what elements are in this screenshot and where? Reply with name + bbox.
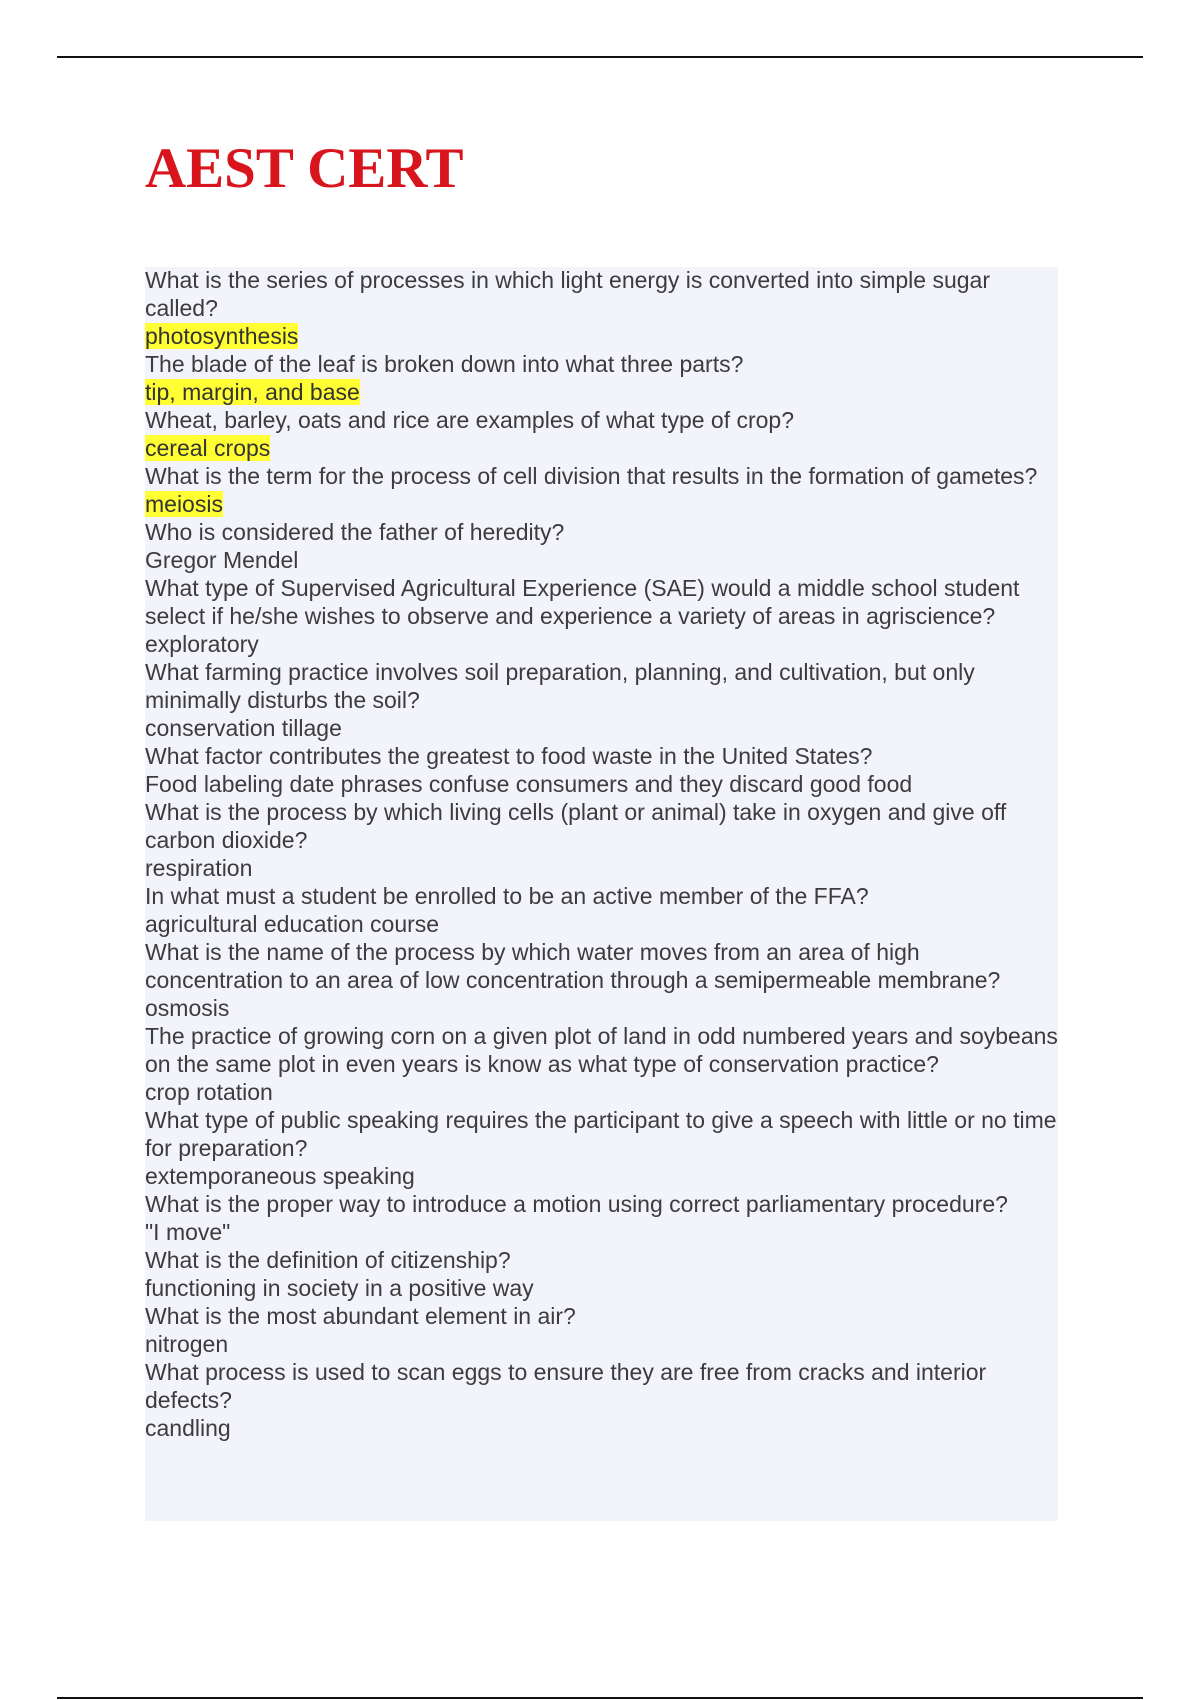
highlighted-answer-text: meiosis [145, 491, 223, 517]
answer-line [145, 1274, 1058, 1302]
answer-text: exploratory [145, 631, 259, 657]
qa-item [145, 658, 1058, 742]
answer-text: crop rotation [145, 1079, 273, 1105]
qa-item [145, 938, 1058, 1022]
qa-item [145, 1190, 1058, 1246]
answer-text: Food labeling date phrases confuse consumers and they discard good food [145, 771, 913, 797]
highlighted-answer-text: photosynthesis [145, 323, 299, 349]
qa-item [145, 1246, 1058, 1302]
answer-line [145, 434, 1058, 462]
answer-line [145, 1414, 1058, 1442]
answer-text: nitrogen [145, 1331, 229, 1357]
top-rule [57, 56, 1143, 58]
answer-line [145, 714, 1058, 742]
qa-item [145, 462, 1058, 518]
answer-line [145, 322, 1058, 350]
qa-item [145, 1106, 1058, 1190]
question-text: What is the term for the process of cell division that results in the formation of gametes? [145, 463, 1038, 489]
answer-line [145, 994, 1058, 1022]
answer-line [145, 1162, 1058, 1190]
answer-text: osmosis [145, 995, 230, 1021]
question-text: What is the most abundant element in air? [145, 1303, 576, 1329]
answer-text: Gregor Mendel [145, 547, 299, 573]
qa-item [145, 1358, 1058, 1442]
question-text: The blade of the leaf is broken down into what three parts? [145, 351, 744, 377]
qa-item [145, 350, 1058, 406]
question-text: What is the series of processes in which light energy is converted into simple sugar called? [145, 267, 991, 321]
answer-text: functioning in society in a positive way [145, 1275, 534, 1301]
question-text: What is the definition of citizenship? [145, 1247, 511, 1273]
question-text: What type of public speaking requires the participant to give a speech with little or no time for preparation? [145, 1107, 1057, 1161]
qa-item [145, 406, 1058, 462]
bottom-rule [57, 1697, 1143, 1699]
answer-text: respiration [145, 855, 253, 881]
document-title: AEST CERT [145, 137, 464, 200]
question-text: What is the proper way to introduce a motion using correct parliamentary procedure? [145, 1191, 1008, 1217]
qa-item [145, 882, 1058, 938]
question-text: What is the process by which living cells (plant or animal) take in oxygen and give off carbon dioxide? [145, 799, 1007, 853]
qa-item [145, 518, 1058, 574]
question-text: Who is considered the father of heredity? [145, 519, 565, 545]
question-text: Wheat, barley, oats and rice are examples of what type of crop? [145, 407, 795, 433]
answer-line [145, 630, 1058, 658]
qa-list [145, 266, 1058, 1442]
answer-text: conservation tillage [145, 715, 342, 741]
qa-item [145, 266, 1058, 350]
question-text: What process is used to scan eggs to ensure they are free from cracks and interior defects? [145, 1359, 987, 1413]
qa-item [145, 798, 1058, 882]
qa-item [145, 742, 1058, 798]
answer-line [145, 910, 1058, 938]
answer-line [145, 546, 1058, 574]
answer-text: extemporaneous speaking [145, 1163, 415, 1189]
question-text: The practice of growing corn on a given plot of land in odd numbered years and soybeans on the same plot in even years is know as what type of conservation practice? [145, 1023, 1058, 1077]
answer-line [145, 854, 1058, 882]
highlighted-answer-text: tip, margin, and base [145, 379, 360, 405]
question-text: What is the name of the process by which water moves from an area of high concentration to an area of low concentration through a semipermeable membrane? [145, 939, 1001, 993]
qa-item [145, 1022, 1058, 1106]
answer-line [145, 1330, 1058, 1358]
question-text: In what must a student be enrolled to be an active member of the FFA? [145, 883, 869, 909]
answer-text: candling [145, 1415, 231, 1441]
qa-item [145, 574, 1058, 658]
question-text: What type of Supervised Agricultural Experience (SAE) would a middle school student select if he/she wishes to observe and experience a variety of areas in agriscience? [145, 575, 1020, 629]
answer-line [145, 770, 1058, 798]
answer-text: agricultural education course [145, 911, 440, 937]
qa-item [145, 1302, 1058, 1358]
question-text: What factor contributes the greatest to food waste in the United States? [145, 743, 873, 769]
answer-line [145, 1218, 1058, 1246]
answer-line [145, 378, 1058, 406]
question-text: What farming practice involves soil preparation, planning, and cultivation, but only minimally disturbs the soil? [145, 659, 975, 713]
answer-text: "I move" [145, 1219, 231, 1245]
answer-line [145, 1078, 1058, 1106]
highlighted-answer-text: cereal crops [145, 435, 271, 461]
answer-line [145, 490, 1058, 518]
